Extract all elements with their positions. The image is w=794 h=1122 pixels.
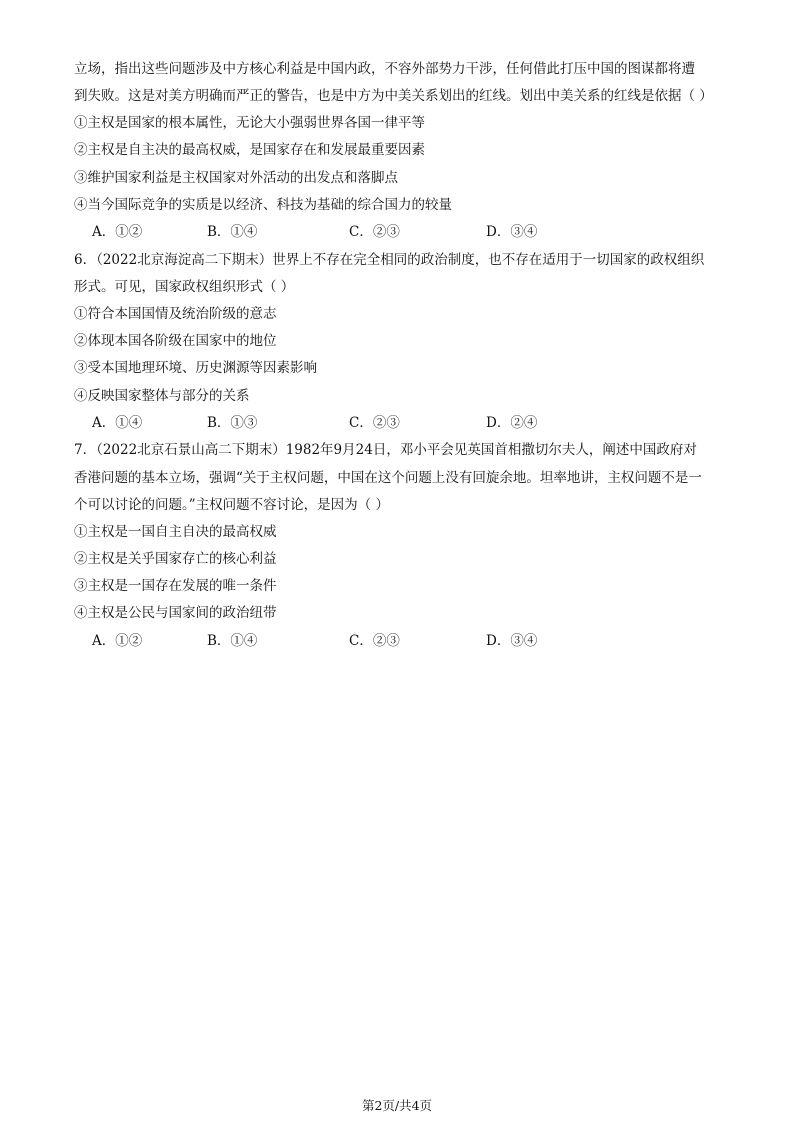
q5-option-c: C．②③ <box>349 224 400 240</box>
q7-option-a: A．①② <box>92 633 143 649</box>
q7-statement-3: ③主权是一国存在发展的唯一条件 <box>74 578 277 594</box>
q6-stem-line-2: 形式。可见，国家政权组织形式（ ） <box>74 279 295 295</box>
q7-stem-line-1: 7．（2022北京石景山高二下期末）1982年9月24日，邓小平会见英国首相撒切尔夫人，阐述中国政府对 <box>74 442 697 458</box>
q5-options <box>92 223 652 241</box>
q5-stem-line-2: 到失败。这是对美方明确而严正的警告，也是中方为中美关系划出的红线。划出中美关系的红线是依据（ ） <box>74 88 713 104</box>
q6-statement-4: ④反映国家整体与部分的关系 <box>74 388 250 404</box>
q6-statement-1: ①符合本国国情及统治阶级的意志 <box>74 306 277 322</box>
q7-statement-2: ②主权是关乎国家存亡的核心利益 <box>74 551 277 567</box>
q6-option-c: C．②③ <box>349 415 400 431</box>
q6-option-b: B．①③ <box>207 415 258 431</box>
q7-statement-1: ①主权是一国自主自决的最高权威 <box>74 524 277 540</box>
q7-option-c: C．②③ <box>349 633 400 649</box>
q7-stem-line-2: 香港问题的基本立场，强调“关于主权问题，中国在这个问题上没有回旋余地。坦率地讲，主权问题不是一 <box>74 470 702 486</box>
q7-option-b: B．①④ <box>207 633 258 649</box>
q5-statement-4: ④当今国际竞争的实质是以经济、科技为基础的综合国力的较量 <box>74 197 452 213</box>
q6-option-a: A．①④ <box>92 415 143 431</box>
q5-statement-3: ③维护国家利益是主权国家对外活动的出发点和落脚点 <box>74 170 398 186</box>
q6-statement-2: ②体现本国各阶级在国家中的地位 <box>74 333 277 349</box>
q5-stem-line-1: 立场，指出这些问题涉及中方核心利益是中国内政，不容外部势力干涉，任何借此打压中国的图谋都将遭 <box>74 61 695 77</box>
q7-statement-4: ④主权是公民与国家间的政治纽带 <box>74 605 277 621</box>
q6-statement-3: ③受本国地理环境、历史渊源等因素影响 <box>74 360 317 376</box>
q6-options <box>92 414 652 432</box>
q5-statement-1: ①主权是国家的根本属性，无论大小强弱世界各国一律平等 <box>74 115 425 131</box>
q7-options <box>92 632 652 650</box>
q5-option-d: D．③④ <box>486 224 538 240</box>
q6-stem-line-1: 6．（2022北京海淀高二下期末）世界上不存在完全相同的政治制度，也不存在适用于一切国家的政权组织 <box>74 252 705 268</box>
q6-option-d: D．②④ <box>486 415 538 431</box>
q5-option-a: A．①② <box>92 224 143 240</box>
q5-option-b: B．①④ <box>207 224 258 240</box>
page-number: 第2页/共4页 <box>361 1098 433 1113</box>
q5-statement-2: ②主权是自主决的最高权威，是国家存在和发展最重要因素 <box>74 142 425 158</box>
q7-option-d: D．③④ <box>486 633 538 649</box>
q7-stem-line-3: 个可以讨论的问题。”主权问题不容讨论，是因为（ ） <box>74 497 389 513</box>
